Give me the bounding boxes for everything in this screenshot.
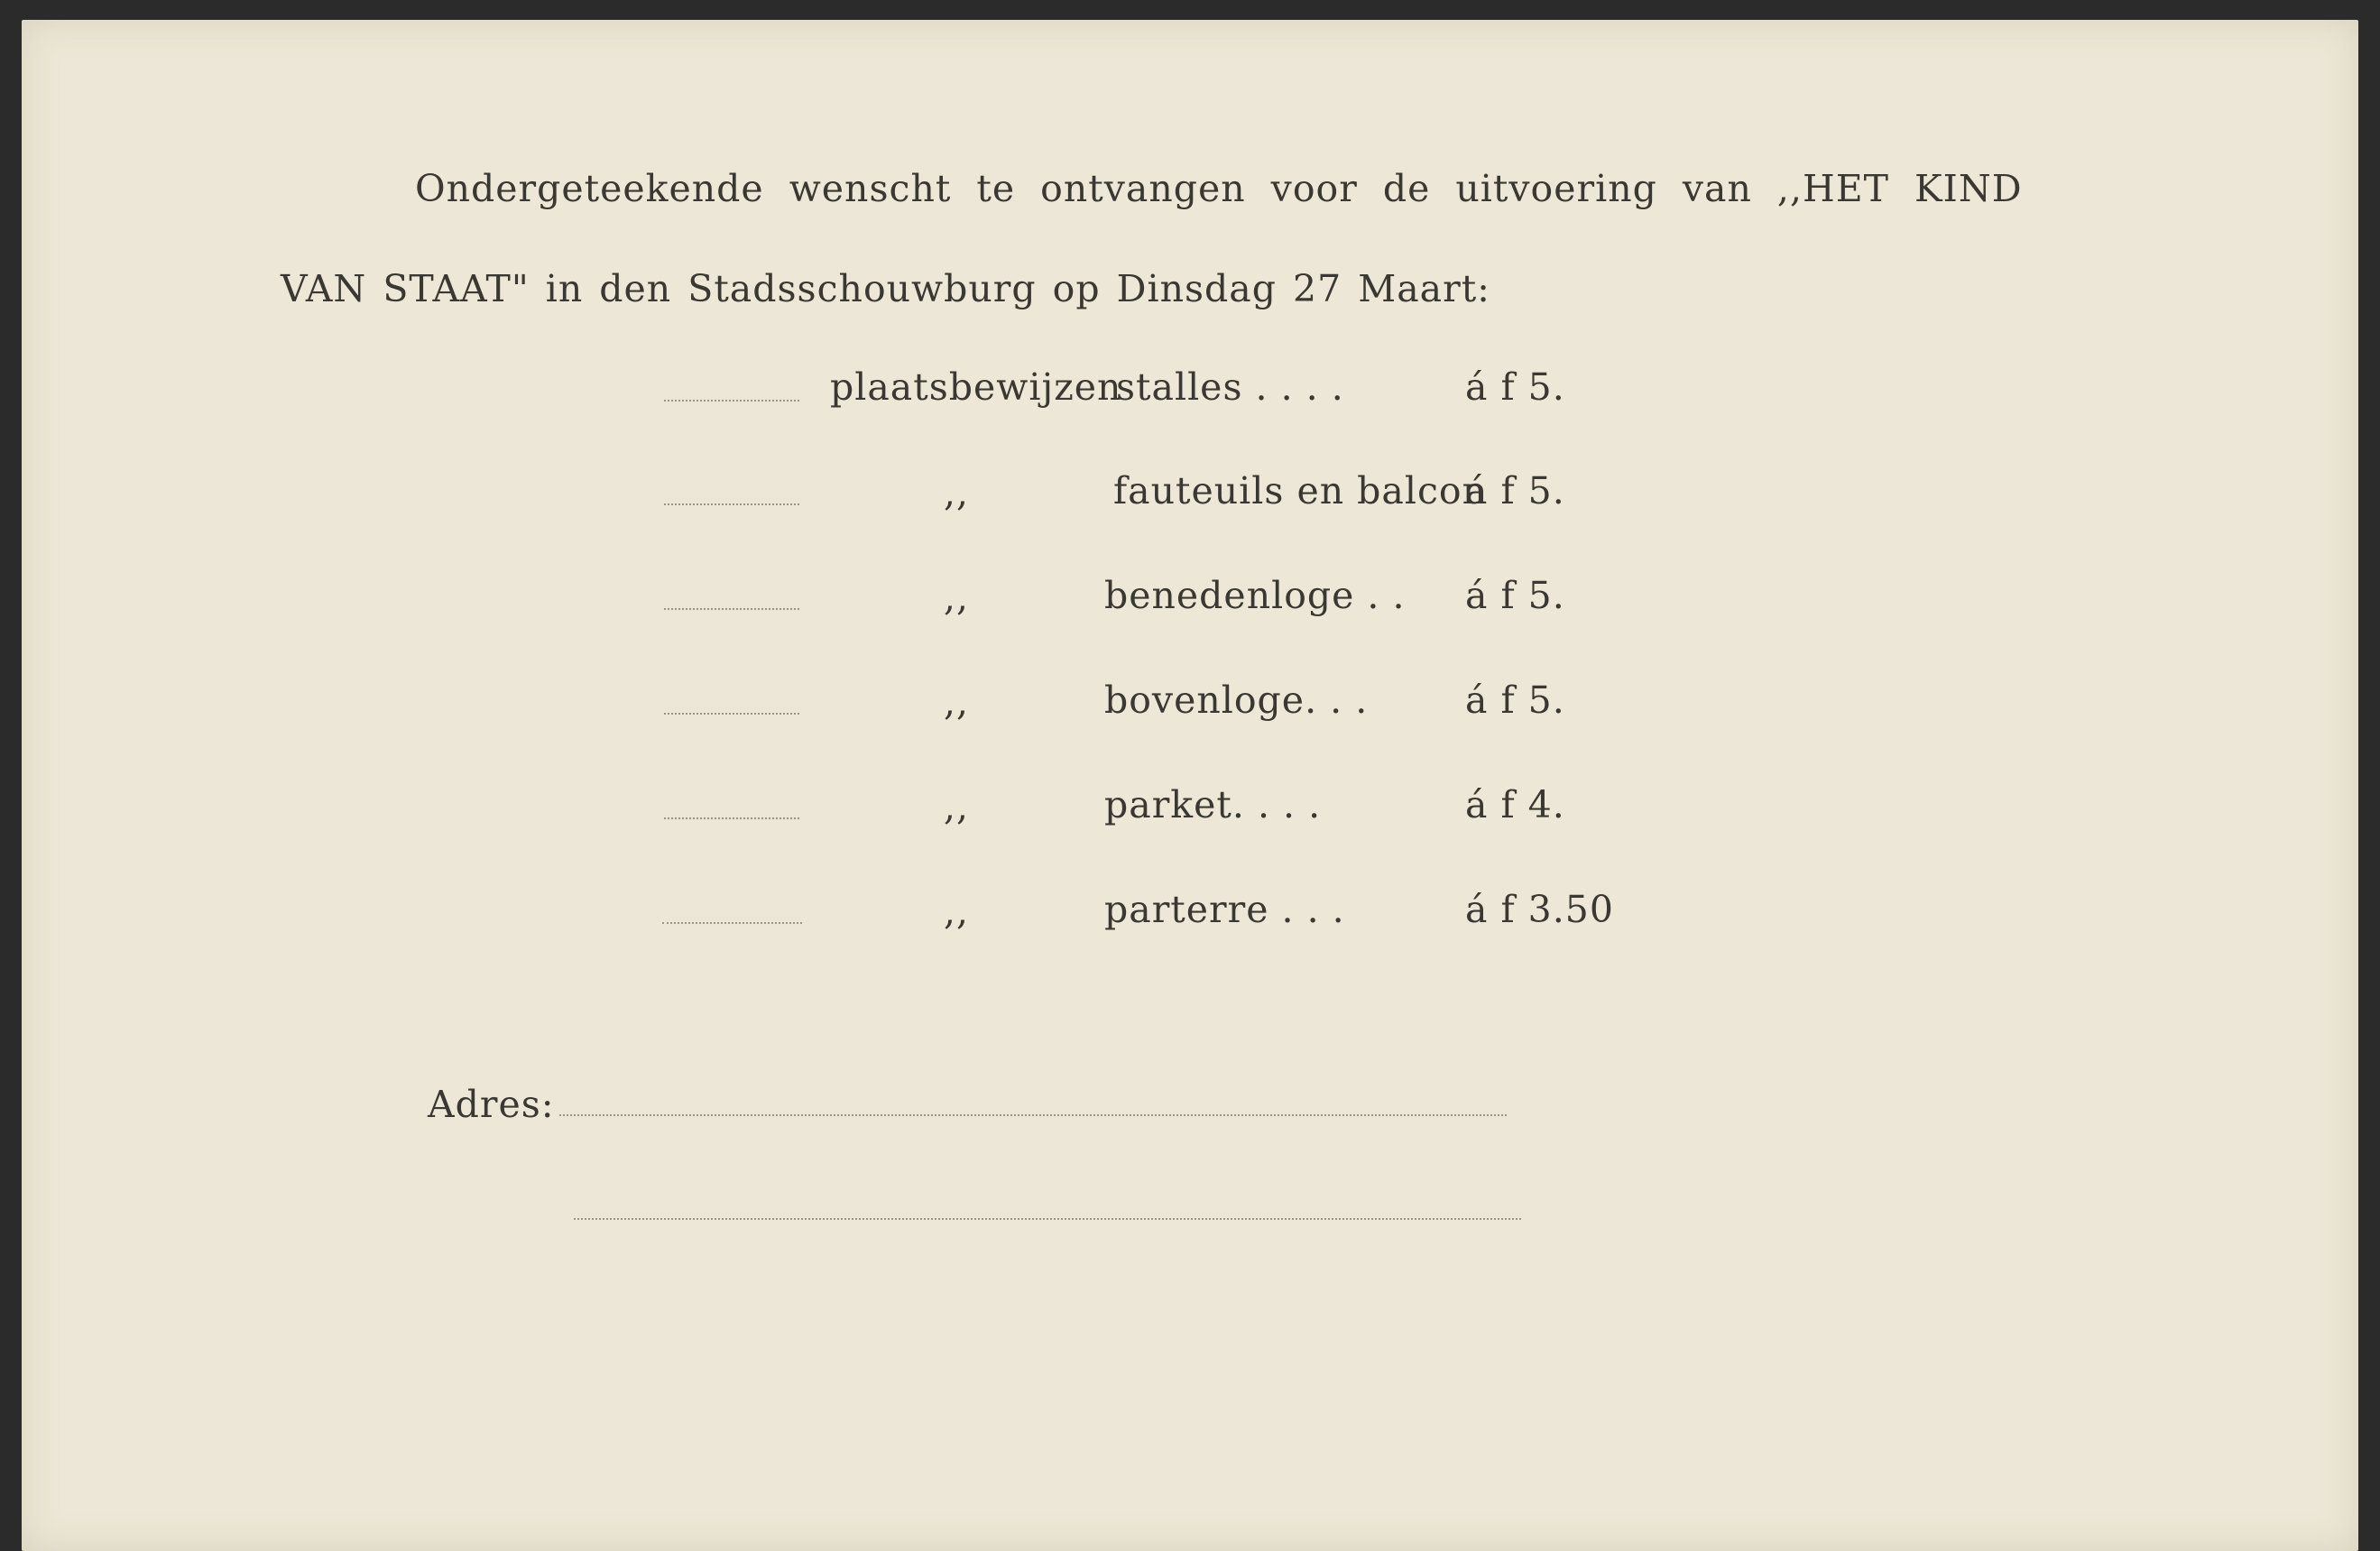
ditto-mark: ,, (944, 785, 970, 828)
ticket-row-parket (22, 776, 2358, 830)
quantity-field[interactable] (664, 400, 799, 402)
ditto-mark: ,, (944, 471, 970, 514)
address-line-1[interactable] (559, 1114, 1507, 1116)
ticket-label: parterre . . . (1104, 888, 1345, 931)
quantity-field[interactable] (664, 608, 799, 610)
quantity-field[interactable] (664, 713, 799, 715)
ticket-price: á f 5. (1465, 574, 1565, 617)
ticket-label: fauteuils en balcon (1113, 469, 1488, 512)
ticket-row-benedenloge (22, 567, 2358, 621)
ticket-row-stalles (22, 358, 2358, 412)
quantity-field[interactable] (664, 503, 799, 505)
ditto-mark: ,, (944, 576, 970, 619)
ticket-price: á f 5. (1465, 365, 1565, 409)
ticket-label: parket. . . . (1104, 783, 1322, 826)
address-label: Adres: (428, 1083, 555, 1126)
ticket-row-bovenloge (22, 671, 2358, 725)
ticket-label: bovenloge. . . (1104, 679, 1369, 722)
order-form-card (22, 20, 2358, 1551)
quantity-field[interactable] (664, 817, 799, 819)
ticket-price: á f 3.50 (1465, 888, 1614, 931)
ticket-label: stalles . . . . (1116, 365, 1344, 409)
ticket-prefix: plaatsbewijzen (830, 365, 1122, 409)
ticket-row-fauteuils (22, 462, 2358, 516)
ticket-price: á f 5. (1465, 469, 1565, 512)
ticket-label: benedenloge . . (1104, 574, 1406, 617)
quantity-field[interactable] (662, 922, 802, 924)
ticket-price: á f 5. (1465, 679, 1565, 722)
ditto-mark: ,, (944, 890, 970, 933)
address-line-2[interactable] (574, 1218, 1521, 1220)
intro-line-1: Ondergeteekende wenscht te ontvangen voor de uitvoering van ,,HET KIND (415, 167, 2023, 210)
ditto-mark: ,, (944, 680, 970, 724)
ticket-price: á f 4. (1465, 783, 1565, 826)
intro-line-2: VAN STAAT" in den Stadsschouwburg op Dinsdag 27 Maart: (281, 267, 1490, 310)
ticket-row-parterre (22, 881, 2358, 935)
